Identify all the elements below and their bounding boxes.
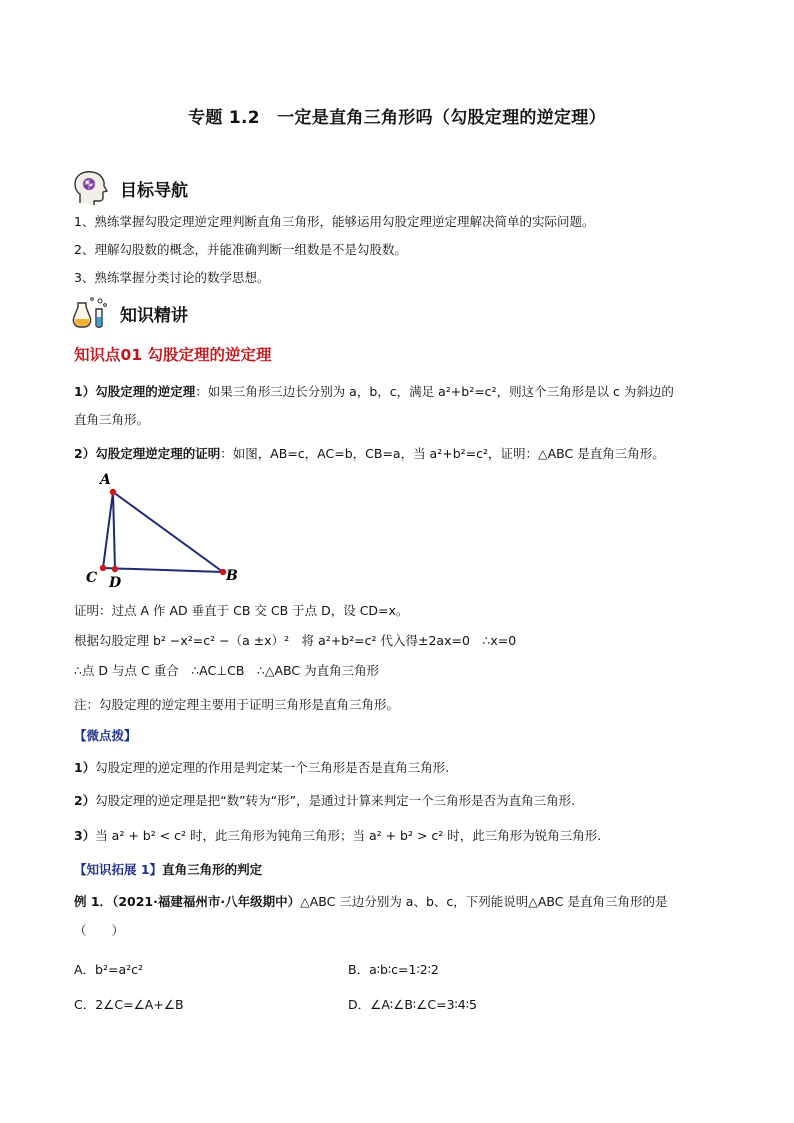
- example-source: （2021·福建福州市·八年级期中）: [112, 894, 301, 909]
- goal-item-2: 2、理解勾股数的概念，并能准确判断一组数是不是勾股数。: [74, 242, 407, 257]
- knowledge-section-title: 知识精讲: [120, 305, 188, 326]
- proof-label: 2）勾股定理逆定理的证明: [74, 446, 221, 461]
- tip-num-1: 1）: [74, 760, 96, 775]
- extension-title: 直角三角形的判定: [162, 862, 263, 877]
- label-c: C: [86, 570, 98, 586]
- option-c: C．2∠C=∠A+∠B: [74, 997, 184, 1012]
- page-title: 专题 1.2 一定是直角三角形吗（勾股定理的逆定理）: [188, 108, 606, 128]
- example-answer-paren: （ ）: [74, 923, 125, 938]
- theorem-statement-cont: 直角三角形。: [74, 412, 150, 427]
- example-1: [74, 892, 668, 910]
- proof-intro-text: ：如图，AB=c，AC=b，CB=a，当 a²+b²=c²，证明：△ABC 是直角三角形。: [220, 446, 665, 461]
- goal-item-1: 1、熟练掌握勾股定理逆定理判断直角三角形，能够运用勾股定理逆定理解决简单的实际问题。: [74, 214, 595, 229]
- tip-text-1: 勾股定理的逆定理的作用是判定某一个三角形是否是直角三角形.: [95, 760, 450, 775]
- triangle-figure: [80, 470, 260, 595]
- point-d: [112, 566, 118, 572]
- tip-num-2: 2）: [74, 793, 96, 808]
- point-c: [100, 565, 106, 571]
- label-d: D: [109, 575, 122, 591]
- theorem-text: ：如果三角形三边长分别为 a，b，c，满足 a²+b²=c²，则这个三角形是以 c 为斜边的: [195, 384, 674, 399]
- knowledge-section-header: [72, 295, 188, 331]
- note-text: 注：勾股定理的逆定理主要用于证明三角形是直角三角形。: [74, 697, 400, 712]
- tip-num-3: 3）: [74, 828, 96, 843]
- tip-text-3: 当 a² + b² < c² 时，此三角形为钝角三角形；当 a² + b² > c² 时，此三角形为锐角三角形.: [95, 828, 602, 843]
- chemistry-flask-icon: [72, 295, 110, 331]
- proof-step-3: ∴点 D 与点 C 重合 ∴AC⊥CB ∴△ABC 为直角三角形: [74, 663, 380, 678]
- goals-section-header: [72, 170, 188, 206]
- triangle-abc: [103, 492, 223, 572]
- tip-text-2: 勾股定理的逆定理是把“数”转为“形”，是通过计算来判定一个三角形是否为直角三角形.: [95, 793, 576, 808]
- point-a: [110, 489, 116, 495]
- goal-item-3: 3、熟练掌握分类讨论的数学思想。: [74, 270, 270, 285]
- head-brain-icon: [72, 170, 110, 206]
- proof-intro: [74, 444, 665, 462]
- label-a: A: [100, 472, 111, 488]
- goals-section-title: 目标导航: [120, 180, 188, 201]
- extension-label: 【知识拓展 1】: [74, 862, 163, 877]
- proof-step-1: 证明：过点 A 作 AD 垂直于 CB 交 CB 于点 D，设 CD=x。: [74, 603, 409, 618]
- proof-step-2: 根据勾股定理 b² −x²=c² −（a ±x）² 将 a²+b²=c² 代入得±2ax=0 ∴x=0: [74, 633, 517, 648]
- option-d: D．∠A∶∠B∶∠C=3∶4∶5: [348, 997, 477, 1012]
- option-b: B．a∶b∶c=1∶2∶2: [348, 962, 439, 977]
- theorem-label: 1）勾股定理的逆定理: [74, 384, 196, 399]
- example-label: 例 1．: [74, 894, 113, 909]
- knowledge-point-title: 知识点01 勾股定理的逆定理: [74, 346, 272, 364]
- tip-item-3: [74, 826, 601, 844]
- tip-label: 【微点拨】: [74, 728, 137, 743]
- label-b: B: [226, 568, 238, 584]
- example-text: △ABC 三边分别为 a、b、c，下列能说明△ABC 是直角三角形的是: [300, 894, 668, 909]
- tip-item-2: [74, 791, 575, 809]
- extension-header: [74, 860, 262, 878]
- altitude-ad: [113, 492, 115, 569]
- tip-item-1: [74, 758, 449, 776]
- theorem-statement: [74, 382, 674, 400]
- option-a: A．b²=a²c²: [74, 962, 144, 977]
